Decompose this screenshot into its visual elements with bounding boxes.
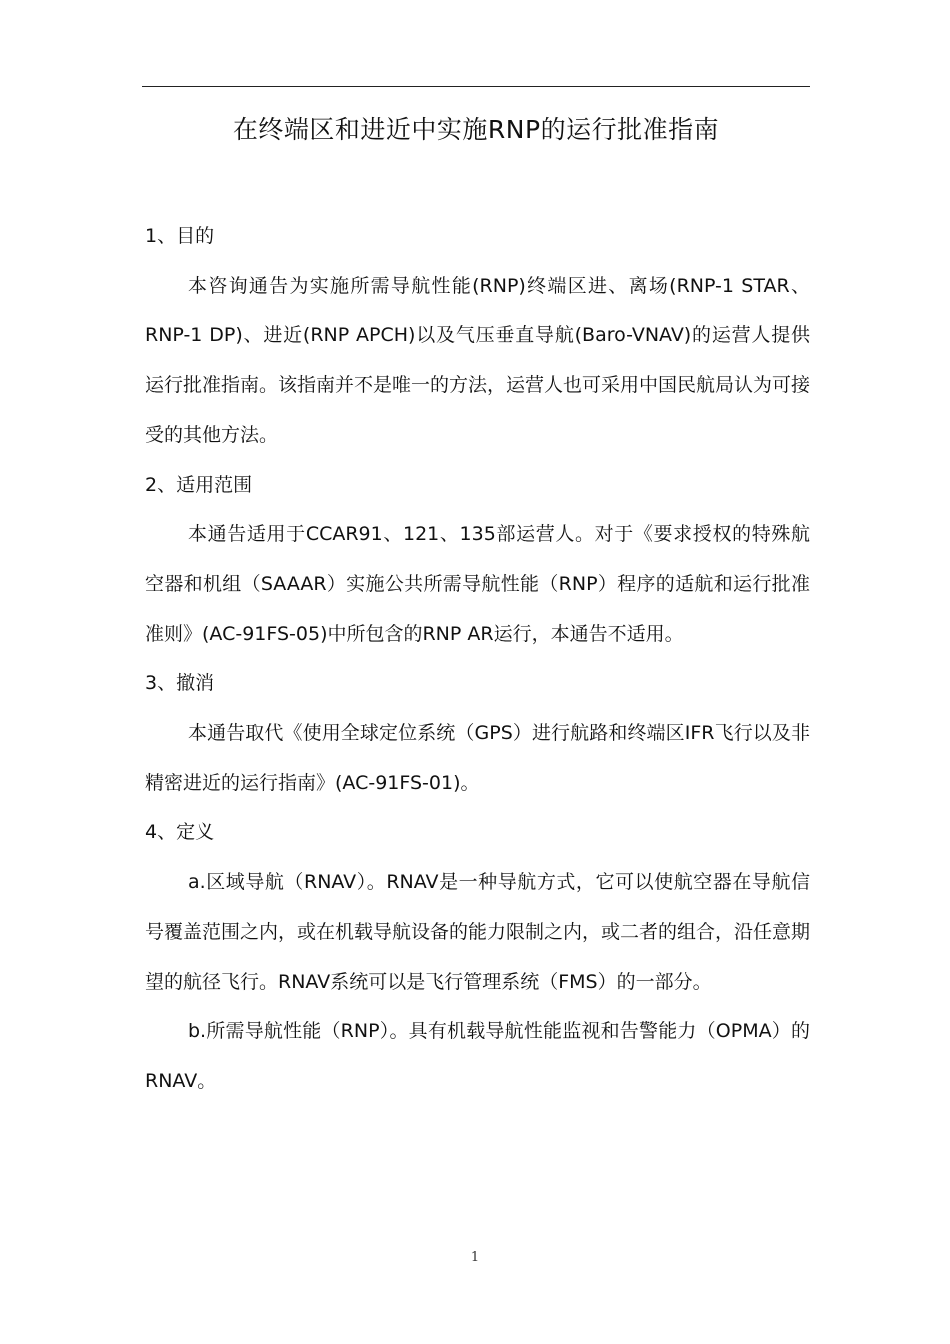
paragraph-scope: 本通告适用于CCAR91、121、135部运营人。对于《要求授权的特殊航空器和机组（SAAAR）实施公共所需导航性能（RNP）程序的适航和运行批准准则》(AC-91FS-05)中所包含的RNP AR运行，本通告不适用。	[145, 523, 810, 645]
section-heading-definitions: 4、定义	[145, 821, 215, 844]
paragraph-definition-rnav: a.区域导航（RNAV）。RNAV是一种导航方式，它可以使航空器在导航信号覆盖范围之内，或在机载导航设备的能力限制之内，或二者的组合，沿任意期望的航径飞行。RNAV系统可以是飞行管理系统（FMS）的一部分。	[145, 871, 811, 993]
document-title: 在终端区和进近中实施RNP的运行批准指南	[232, 115, 720, 144]
section-heading-cancellation: 3、撤消	[145, 672, 215, 695]
paragraph-cancellation: 本通告取代《使用全球定位系统（GPS）进行航路和终端区IFR飞行以及非精密进近的运行指南》(AC-91FS-01)。	[145, 722, 810, 794]
paragraph-definition-rnp: b.所需导航性能（RNP）。具有机载导航性能监视和告警能力（OPMA）的RNAV。	[145, 1020, 810, 1092]
header-rule	[142, 86, 810, 87]
page-number: 1	[470, 1250, 480, 1265]
document-body	[145, 212, 810, 1107]
paragraph-purpose: 本咨询通告为实施所需导航性能(RNP)终端区进、离场(RNP-1 STAR、RNP-1 DP)、进近(RNP APCH)以及气压垂直导航(Baro-VNAV)的运营人提供运行批准指南。该指南并不是唯一的方法，运营人也可采用中国民航局认为可接受的其他方法。	[145, 274, 811, 446]
section-heading-scope: 2、适用范围	[145, 473, 253, 496]
section-heading-purpose: 1、目的	[145, 225, 215, 247]
